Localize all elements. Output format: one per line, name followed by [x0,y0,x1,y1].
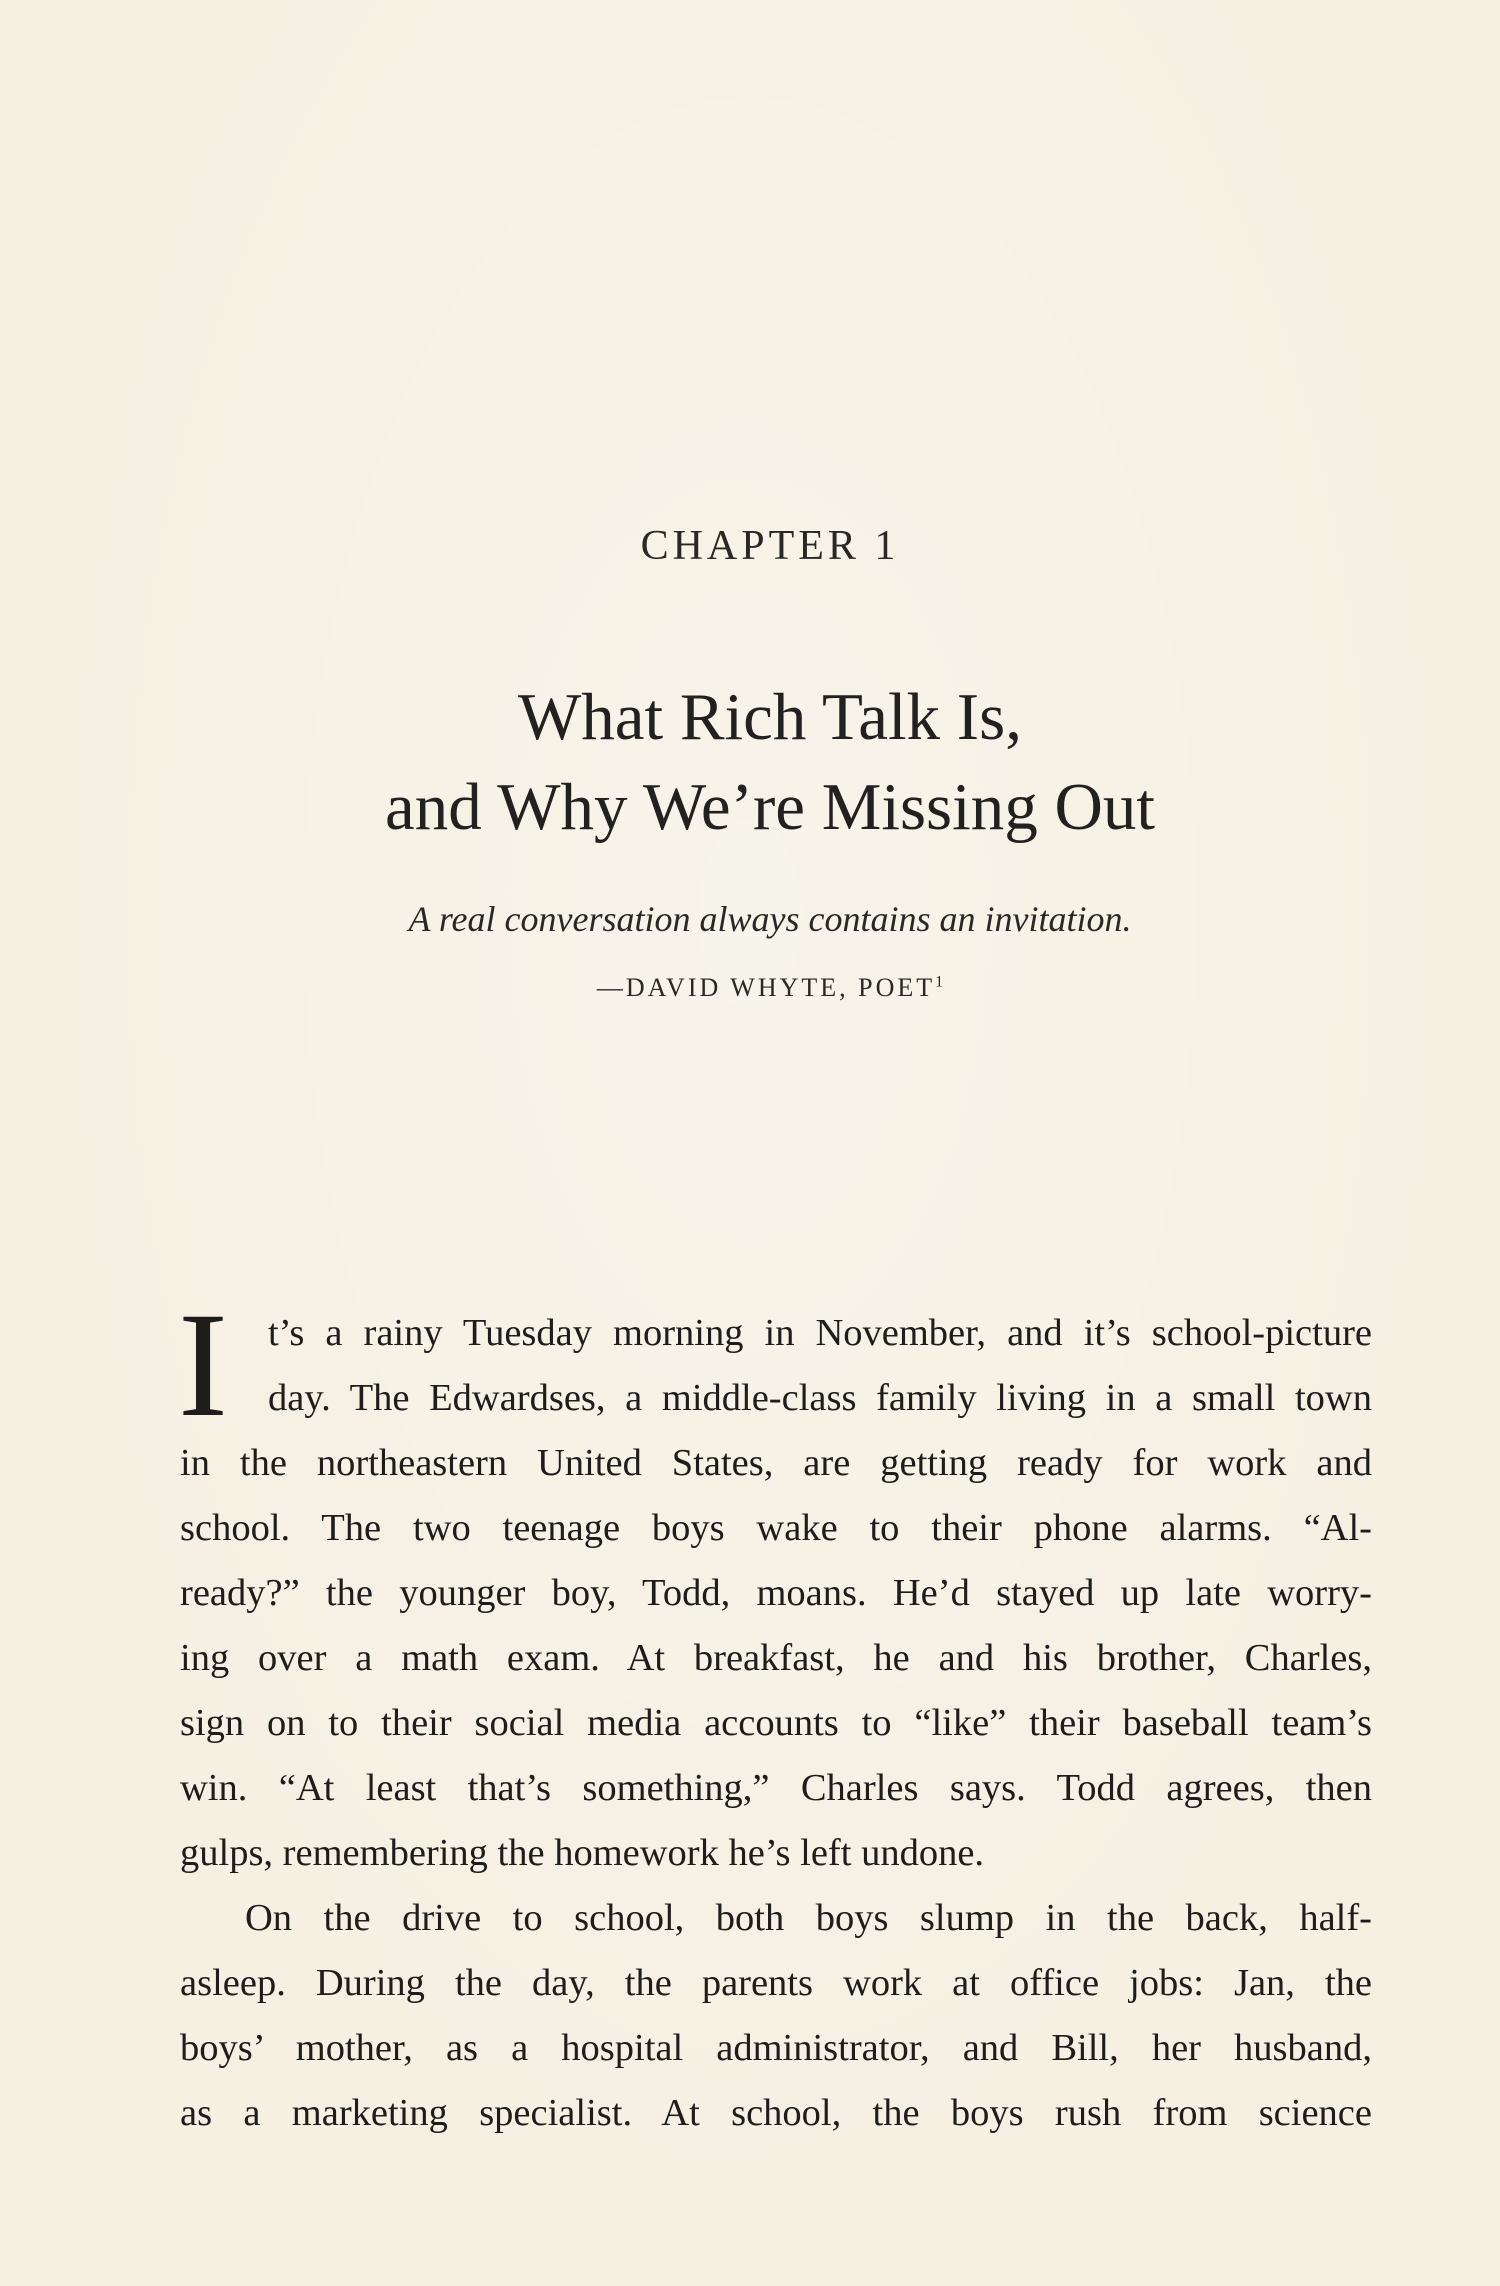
epigraph-quote: A real conversation always contains an invitation. [408,899,1132,939]
epigraph-attribution [0,973,1500,1003]
chapter-title-line-1: What Rich Talk Is, [518,680,1022,754]
body-line: school. The two teenage boys wake to their phone alarms. “Al- [180,1507,1372,1549]
footnote-marker: 1 [935,973,944,991]
body-line: t’s a rainy Tuesday morning in November, and it’s school-picture [268,1312,1372,1354]
chapter-title [0,672,1500,852]
attribution-text: —DAVID WHYTE, POET [596,973,936,1002]
body-line: asleep. During the day, the parents work at office jobs: Jan, the [180,1962,1372,2004]
drop-cap: I [178,1282,228,1448]
body-line: win. “At least that’s something,” Charles says. Todd agrees, then [180,1767,1372,1809]
chapter-title-line-2: and Why We’re Missing Out [385,770,1155,844]
body-line: ready?” the younger boy, Todd, moans. He’d stayed up late worry- [180,1572,1372,1614]
body-line: boys’ mother, as a hospital administrator, and Bill, her husband, [180,2027,1372,2069]
body-line: as a marketing specialist. At school, the boys rush from science [180,2092,1372,2134]
chapter-number: CHAPTER 1 [640,523,900,569]
body-text [178,1282,1372,2146]
body-line: gulps, remembering the homework he’s left undone. [180,1832,985,1874]
body-line: day. The Edwardses, a middle-class family living in a small town [268,1377,1372,1419]
body-line: ing over a math exam. At breakfast, he and his brother, Charles, [180,1637,1372,1679]
body-line: On the drive to school, both boys slump in the back, half- [245,1897,1372,1939]
body-line: sign on to their social media accounts to “like” their baseball team’s [180,1702,1372,1744]
body-line: in the northeastern United States, are getting ready for work and [180,1442,1372,1484]
